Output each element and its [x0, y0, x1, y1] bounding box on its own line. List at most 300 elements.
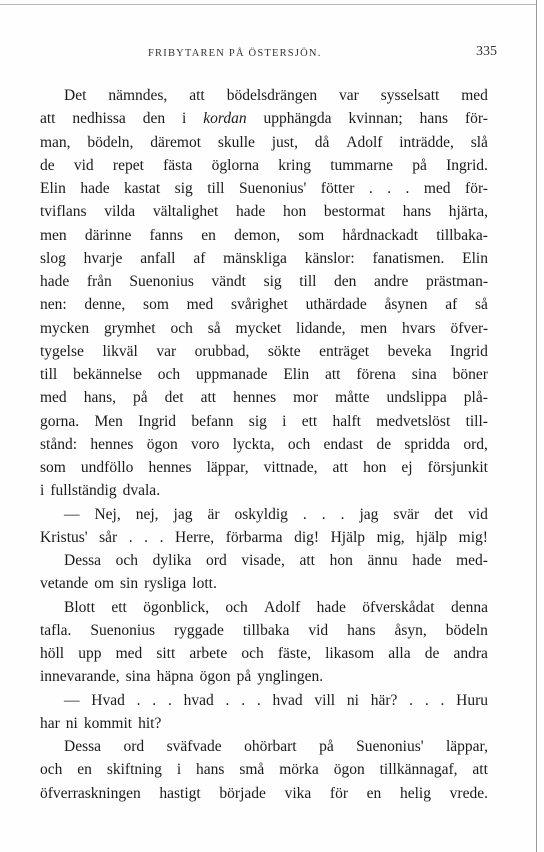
word: . — [128, 528, 133, 546]
word: spridda — [404, 435, 451, 453]
word: och — [115, 552, 139, 569]
word: sig — [263, 273, 282, 290]
word: hans — [402, 203, 432, 221]
word: tafla. — [40, 621, 72, 639]
text-line — [40, 340, 488, 363]
text-line — [40, 735, 488, 758]
word: man, — [40, 133, 71, 151]
word: Elin — [283, 366, 310, 383]
word: åsyn, — [394, 621, 427, 639]
word: helig — [399, 784, 431, 802]
word: vältalighet — [152, 203, 219, 221]
word: så — [475, 296, 488, 314]
word: upp — [78, 645, 102, 662]
word: hon — [329, 552, 353, 569]
word: tillbaka — [242, 621, 290, 639]
text-line — [40, 270, 488, 293]
word: Det — [64, 87, 87, 104]
word: små — [239, 761, 265, 779]
word: — — [64, 691, 80, 709]
word: de — [40, 156, 55, 174]
word: att — [40, 110, 56, 128]
word: repet — [112, 156, 144, 174]
word: hade — [412, 552, 442, 569]
word: Suenonius — [129, 273, 194, 290]
word: till — [207, 180, 225, 197]
word: hjärta, — [448, 203, 488, 221]
word: gorna. — [40, 412, 80, 430]
word: hennes — [148, 459, 192, 476]
word: Suenonius' — [238, 180, 307, 197]
word: hit? — [138, 714, 162, 732]
word: hon — [363, 459, 387, 476]
text-line — [40, 177, 488, 200]
text-line — [40, 386, 488, 409]
text-line — [40, 712, 488, 735]
word: öfver- — [450, 319, 488, 337]
word: i — [182, 110, 187, 128]
word: på — [236, 668, 252, 686]
word: jag — [173, 505, 193, 523]
word: undslippa — [386, 389, 447, 407]
word: sår — [99, 528, 118, 546]
word: nämndes, — [108, 87, 168, 104]
word: svär — [393, 505, 420, 523]
word: . — [405, 180, 410, 197]
word: ynglingen. — [257, 668, 324, 686]
word: . — [368, 180, 373, 197]
word: enträget — [319, 342, 370, 360]
word: på — [319, 738, 334, 755]
word: till — [40, 366, 58, 383]
word: som — [143, 296, 169, 314]
word: böner — [452, 366, 488, 383]
word: och — [40, 761, 63, 779]
word: från — [86, 273, 112, 290]
word: häpna — [156, 668, 194, 686]
word: måtte — [335, 389, 370, 407]
word: ögon — [333, 761, 365, 779]
word: fötter — [320, 180, 355, 197]
word: mor — [293, 389, 319, 407]
word: för — [329, 784, 348, 802]
word: på — [412, 156, 427, 174]
word: halft — [332, 412, 361, 430]
word: att — [472, 761, 488, 779]
word: Ingrid. — [446, 156, 488, 174]
word: vetande — [40, 575, 89, 593]
word: jag — [359, 505, 379, 523]
text-line — [40, 549, 488, 572]
text-line — [40, 131, 488, 154]
word: Herre, — [175, 528, 215, 546]
text-line — [40, 665, 488, 688]
word: svårighet — [231, 296, 288, 314]
word: Dessa — [64, 552, 102, 569]
word: tummarne — [330, 156, 394, 174]
word: vändt — [211, 273, 246, 290]
word: slog — [40, 249, 66, 267]
word: andre — [374, 273, 409, 290]
word: tygelse — [40, 342, 84, 360]
word: Adolf — [346, 133, 383, 151]
word: kastat — [124, 180, 161, 197]
word: ohörbart — [244, 738, 297, 755]
word: . — [440, 691, 445, 709]
word: den — [142, 110, 166, 128]
word: skiftning — [106, 761, 162, 779]
word: sysselsatt — [380, 87, 440, 104]
word: mycket — [235, 319, 282, 337]
word: Hjälp — [330, 528, 366, 546]
word: upphängda — [263, 110, 332, 128]
word: läppar, — [445, 738, 488, 755]
word: Nej, — [94, 505, 121, 523]
text-line — [40, 689, 488, 712]
word: grymhet — [103, 319, 156, 337]
word: Suenonius' — [356, 738, 424, 755]
word: till- — [465, 412, 488, 430]
word: bödeln — [445, 621, 488, 639]
word: fanns — [149, 226, 184, 244]
word: mänskliga — [223, 249, 287, 267]
word: och — [170, 319, 193, 337]
word: tillkännagaf, — [379, 761, 458, 779]
word: fästa — [163, 156, 193, 174]
word: bestormat — [323, 203, 385, 221]
word: sitt — [156, 645, 176, 662]
word: oskyldig — [234, 505, 288, 523]
word: mycken — [40, 319, 90, 337]
word: . — [225, 691, 230, 709]
word: mig, — [376, 528, 405, 546]
word: innevarande, — [40, 668, 120, 686]
word: läppar, — [206, 459, 249, 476]
page-right-edge — [536, 0, 537, 852]
word: men — [40, 226, 67, 244]
page-number: 335 — [476, 44, 497, 59]
word: vid — [468, 505, 488, 523]
word: sväfvade — [166, 738, 222, 755]
word: . — [387, 180, 392, 197]
word: ännu — [367, 552, 398, 569]
word: . — [144, 528, 149, 546]
word: det — [434, 505, 454, 523]
word: så — [207, 319, 221, 337]
word: att — [189, 87, 205, 104]
word: medvetslöst — [376, 412, 451, 430]
word: . — [424, 691, 429, 709]
word: öglorna — [211, 156, 259, 174]
word: bödelsdrängen — [226, 87, 318, 104]
word: endast — [323, 435, 364, 453]
word: en — [77, 761, 92, 779]
word: vittnade, — [263, 459, 318, 476]
word: likasom — [325, 645, 375, 662]
word: vid — [73, 156, 94, 174]
word: hennes — [90, 435, 134, 453]
text-line — [40, 293, 488, 316]
word: ett — [301, 412, 318, 430]
word: i — [40, 482, 45, 500]
word: med — [115, 645, 143, 662]
word: . — [302, 505, 307, 523]
word: Blott — [64, 598, 96, 616]
word: hvad — [183, 691, 214, 709]
word: de — [376, 435, 392, 453]
word: ord — [123, 738, 145, 755]
text-line — [40, 642, 488, 665]
word: höll — [40, 645, 65, 662]
word: tillbaka- — [436, 226, 488, 244]
word: att — [332, 459, 349, 476]
word: likväl — [102, 342, 138, 360]
word: hade — [80, 180, 110, 197]
word: här? — [370, 691, 398, 709]
word: fullständig — [50, 482, 117, 500]
text-line — [40, 758, 488, 781]
word: Huru — [456, 691, 488, 709]
word: slå — [470, 133, 488, 151]
word: kordan — [203, 110, 247, 128]
word: försjunkit — [427, 459, 488, 476]
word: befann — [191, 412, 234, 430]
word: hvarje — [83, 249, 123, 267]
word: för- — [465, 180, 488, 197]
word: hvars — [401, 319, 436, 337]
word: nedhissa — [72, 110, 126, 128]
word: af — [193, 249, 206, 267]
word: mörka — [279, 761, 319, 779]
word: . — [152, 691, 157, 709]
word: den — [334, 273, 357, 290]
word: hvad — [272, 691, 303, 709]
body-text — [40, 84, 488, 805]
text-line — [40, 363, 488, 386]
page-top-edge — [0, 4, 536, 5]
word: ögonblick, — [143, 598, 210, 616]
word: ett — [111, 598, 127, 616]
word: inträdde, — [399, 133, 454, 151]
word: kommit — [83, 714, 133, 732]
word: och — [287, 435, 311, 453]
word: prästman- — [426, 273, 488, 290]
word: Suenonius — [90, 621, 155, 639]
word: och — [225, 598, 248, 616]
word: . — [256, 691, 261, 709]
word: med — [461, 87, 488, 104]
running-title: FRIBYTAREN PÅ ÖSTERSJÖN. — [148, 48, 322, 59]
text-line — [40, 317, 488, 340]
word: Elin — [40, 180, 66, 197]
word: känslor: — [304, 249, 355, 267]
word: vrede. — [449, 784, 488, 802]
word: vill — [314, 691, 336, 709]
word: ni — [65, 714, 78, 732]
word: att — [200, 389, 217, 407]
word: det — [164, 389, 184, 407]
word: ni — [346, 691, 359, 709]
word: rysliga — [144, 575, 187, 593]
word: som — [40, 459, 66, 476]
word: hjälp — [416, 528, 448, 546]
word: . — [321, 505, 326, 523]
word: en — [366, 784, 382, 802]
word: till — [299, 273, 317, 290]
word: men — [360, 319, 388, 337]
word: mig! — [458, 528, 488, 546]
word: hennes — [233, 389, 277, 407]
word: alla — [388, 645, 411, 662]
word: åsynen — [384, 296, 428, 314]
word: sig — [248, 412, 267, 430]
word: dylika — [152, 552, 192, 569]
word: bödeln, — [87, 133, 134, 151]
word: som — [298, 226, 325, 244]
word: undföllo — [80, 459, 134, 476]
word: hon — [282, 203, 307, 221]
word: Dessa — [64, 738, 102, 755]
word: . — [159, 528, 164, 546]
word: hade — [316, 598, 346, 616]
text-line — [40, 596, 488, 619]
text-line — [40, 782, 488, 805]
word: för- — [465, 110, 488, 128]
word: en — [201, 226, 216, 244]
word: af — [445, 296, 458, 314]
word: stånd: — [40, 435, 78, 453]
word: beveka — [387, 342, 432, 360]
word: med — [40, 389, 67, 407]
word: ryggade — [173, 621, 224, 639]
word: om — [94, 575, 115, 593]
word: hastigt — [159, 784, 201, 802]
word: i — [282, 412, 287, 430]
word: . — [409, 691, 414, 709]
word: med — [423, 180, 451, 197]
word: öfverskådat — [362, 598, 435, 616]
word: demon, — [234, 226, 281, 244]
word: sina — [125, 668, 151, 686]
text-line — [40, 410, 488, 433]
word: . — [167, 691, 172, 709]
word: var — [156, 342, 177, 360]
word: skulle — [217, 133, 255, 151]
word: vika — [284, 784, 312, 802]
word: däremot — [150, 133, 202, 151]
word: nej, — [135, 505, 159, 523]
word: är — [207, 505, 220, 523]
word: kring — [278, 156, 311, 174]
word: hade — [40, 273, 70, 290]
word: sina — [411, 366, 437, 383]
word: kvinnan; — [348, 110, 403, 128]
word: anfall — [140, 249, 176, 267]
text-line — [40, 572, 488, 595]
text-line — [40, 456, 488, 479]
word: uppmanade — [196, 366, 268, 383]
word: . — [340, 505, 345, 523]
text-line — [40, 479, 488, 502]
word: lyckta, — [232, 435, 275, 453]
word: sökte — [267, 342, 301, 360]
word: . — [241, 691, 246, 709]
word: lott. — [192, 575, 217, 593]
word: denne, — [84, 296, 126, 314]
word: Elin — [462, 249, 488, 267]
word: vid — [308, 621, 329, 639]
word: plå- — [463, 389, 488, 407]
word: att — [299, 552, 315, 569]
word: sin — [120, 575, 139, 593]
word: att — [325, 366, 341, 383]
word: öfverraskningen — [40, 784, 141, 802]
word: sig — [174, 180, 193, 197]
word: ord — [206, 552, 227, 569]
word: ord, — [463, 435, 488, 453]
word: i — [176, 761, 182, 779]
word: Adolf — [264, 598, 301, 616]
word: . — [136, 691, 141, 709]
text-line — [40, 526, 488, 549]
word: Men — [94, 412, 123, 430]
word: hans, — [83, 389, 116, 407]
text-line — [40, 200, 488, 223]
word: dvala. — [122, 482, 161, 500]
word: vilda — [104, 203, 136, 221]
word: hårdnackadt — [342, 226, 419, 244]
word: därinne — [84, 226, 132, 244]
word: andra — [453, 645, 488, 662]
word: Ingrid — [450, 342, 488, 360]
text-line — [40, 619, 488, 642]
word: hans — [347, 621, 376, 639]
word: började — [219, 784, 266, 802]
word: förena — [356, 366, 396, 383]
word: tviflans — [40, 203, 87, 221]
word: voro — [191, 435, 220, 453]
word: hans — [196, 761, 225, 779]
word: dig! — [294, 528, 320, 546]
text-line — [40, 224, 488, 247]
word: orubbad, — [194, 342, 250, 360]
word: uthärdade — [305, 296, 367, 314]
word: visade, — [241, 552, 285, 569]
word: med — [186, 296, 214, 314]
word: förbarma — [225, 528, 283, 546]
text-line — [40, 247, 488, 270]
word: ej — [401, 459, 413, 476]
text-line — [40, 107, 488, 130]
word: arbete — [189, 645, 228, 662]
word: var — [339, 87, 359, 104]
word: har — [40, 714, 60, 732]
word: de — [424, 645, 440, 662]
word: då — [314, 133, 330, 151]
word: Kristus' — [40, 528, 88, 546]
text-line — [40, 433, 488, 456]
word: Ingrid — [138, 412, 177, 430]
word: fäste, — [277, 645, 311, 662]
word: just, — [271, 133, 298, 151]
word: lidande, — [296, 319, 346, 337]
word: bekännelse — [73, 366, 142, 383]
word: hade — [235, 203, 266, 221]
word: Hvad — [91, 691, 125, 709]
word: — — [64, 505, 80, 523]
word: och — [157, 366, 181, 383]
text-line — [40, 503, 488, 526]
